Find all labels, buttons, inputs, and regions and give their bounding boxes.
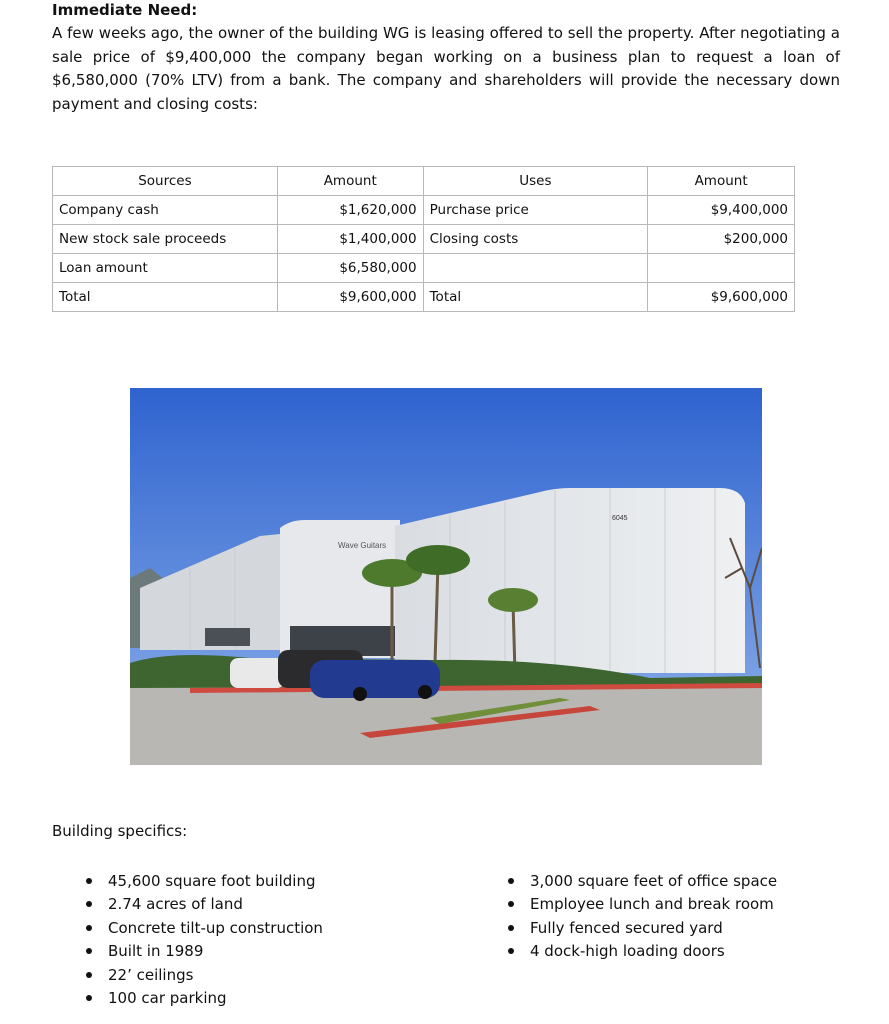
header-sources: Sources [53,167,278,196]
list-item: Fully fenced secured yard [504,917,777,940]
source-label: Company cash [53,196,278,225]
source-total-amount: $9,600,000 [277,283,423,312]
list-item: 2.74 acres of land [82,893,323,916]
use-label [423,254,648,283]
building-main-wall [395,488,745,673]
use-total-amount: $9,600,000 [648,283,795,312]
section-heading: Immediate Need: [52,1,198,19]
list-item: 22’ ceilings [82,964,323,987]
source-label: Loan amount [53,254,278,283]
header-amount-uses: Amount [648,167,795,196]
specs-list-right [504,870,777,964]
list-item: Built in 1989 [82,940,323,963]
table-total-row [53,283,795,312]
table-row [53,254,795,283]
source-amount: $6,580,000 [277,254,423,283]
use-total-label: Total [423,283,648,312]
source-amount: $1,620,000 [277,196,423,225]
specs-title: Building specifics: [52,822,188,840]
table-row [53,196,795,225]
use-label: Purchase price [423,196,648,225]
list-item: 4 dock-high loading doors [504,940,777,963]
building-photo [130,388,762,765]
intro-paragraph: A few weeks ago, the owner of the building WG is leasing offered to sell the property. After negotiating a sale price of $9,400,000 the company began working on a business plan to request a loan of $6,580,000 (70% LTV) from a bank. The company and shareholders will provide the necessary down payment and closing costs: [52,24,840,113]
source-total-label: Total [53,283,278,312]
sources-uses-table [52,166,795,312]
table-header-row [53,167,795,196]
list-item: 3,000 square feet of office space [504,870,777,893]
address-number: 6045 [612,515,628,522]
list-item: Employee lunch and break room [504,893,777,916]
use-amount: $200,000 [648,225,795,254]
source-amount: $1,400,000 [277,225,423,254]
header-amount-sources: Amount [277,167,423,196]
use-amount [648,254,795,283]
use-amount: $9,400,000 [648,196,795,225]
specs-list-left [82,870,323,1010]
source-label: New stock sale proceeds [53,225,278,254]
windows-left [205,628,250,646]
list-item: 100 car parking [82,987,323,1010]
table-row [53,225,795,254]
wave-guitars-sign: Wave Guitars [338,541,387,550]
list-item: 45,600 square foot building [82,870,323,893]
use-label: Closing costs [423,225,648,254]
list-item: Concrete tilt-up construction [82,917,323,940]
header-uses: Uses [423,167,648,196]
